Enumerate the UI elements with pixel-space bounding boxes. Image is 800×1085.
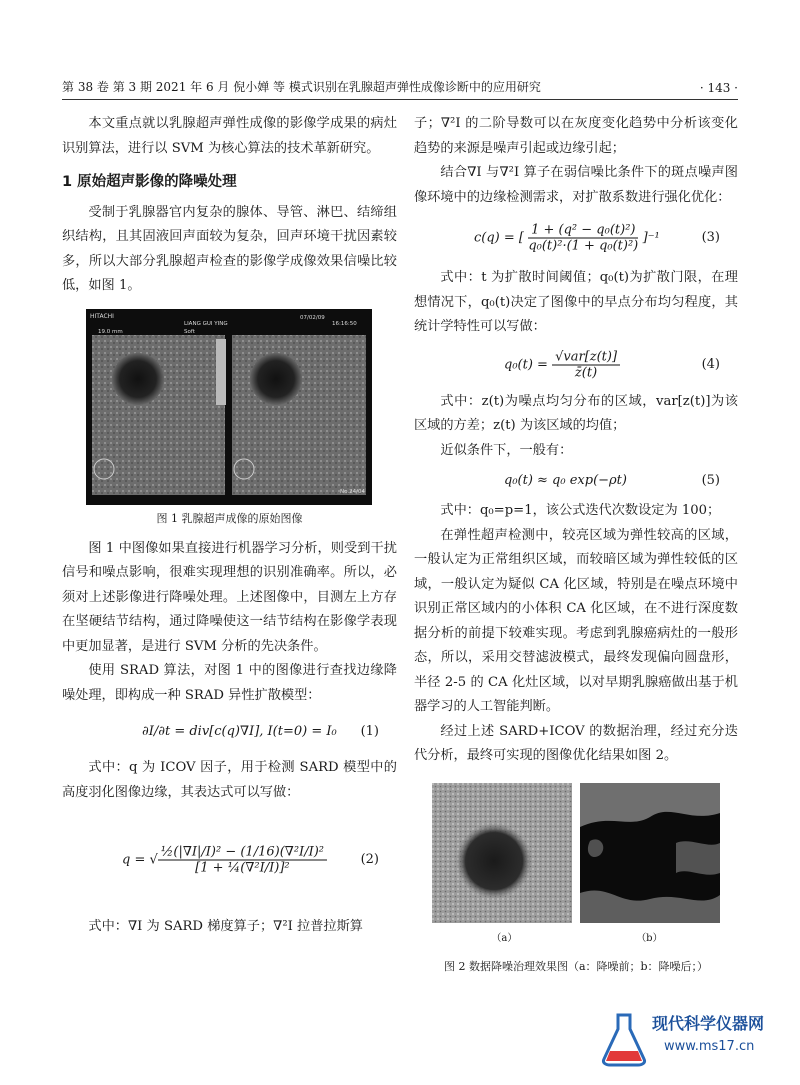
site-watermark [600,1005,780,1071]
paragraph: 子；∇²I 的二阶导数可以在灰度变化趋势中分析该变化趋势的来源是噪声引起或边缘引起； [414,116,738,156]
ultrasound-figure [86,309,372,505]
intro-paragraph: 本文重点就以乳腺超声弹性成像的影像学成果的病灶识别算法，进行以 SVM 为核心算法的技术革新研究。 [62,116,397,156]
scan-date: 07/02/09 [300,314,325,321]
paragraph: 结合∇I 与∇²I 算子在弱信噪比条件下的斑点噪声图像环境中的边缘检测需求，对扩散系数进行强化优化： [414,165,738,205]
denoise-figure [432,783,738,923]
paragraph: 式中：z(t)为噪点均匀分布的区域，var[z(t)]为该区域的方差；z(t) 为该区域的均值； [414,393,738,433]
equation-3-number: (3) [701,229,720,245]
page-number: · 143 · [699,81,738,95]
paragraph: 图 1 中图像如果直接进行机器学习分析，则受到干扰信号和噪点影响，很难实现理想的识别准确率。所以，必须对上述影像进行降噪处理。上述图像中，目测左上方存在坚硬结节结构，通过降噪使这一结节结构在影像学表现中更加显著，是进行 SVM 分析的先决条件。 [62,540,397,654]
equation-4-number: (4) [701,356,720,372]
scan-time: 16:16:50 [332,320,357,327]
right-column [414,112,738,985]
equation-1-body: ∂I/∂t = div[c(q)∇I], I(t=0) = I₀ [142,723,337,739]
equation-3-body: c(q) = [ $\frac{\text{1 + (q² − q₀(t)²)}}{\text{q₀(t)²·(1 + q₀(t)²)}}$ ]⁻¹ [474,222,660,254]
figure2-caption: 图 2 数据降噪治理效果图（a：降噪前；b：降噪后；） [443,960,709,973]
equation-5-body: q₀(t) ≈ q₀ exp(−ρt) [504,472,627,488]
depth-readout: 19.0 mm [98,328,123,335]
sublabel-b: （b） [636,932,663,944]
paragraph: 在弹性超声检测中，较亮区域为弹性较高的区域，一般认定为正常组织区域，而较暗区域为弹性较低的区域，一般认定为疑似 CA 化区域，特别是在噪点环境中识别正常区域内的小体积 CA 化区域，在不进行深度数据分析的前提下较难实现。考虑到乳腺癌病灶的一般形态，所以，采用交替滤波模式，最终发现偏向圆盘形，半径 2-5 的 CA 化灶区域，以对早期乳腺癌做出基于机器学习的人工智能判断。 [414,527,738,714]
paragraph: 受制于乳腺器官内复杂的腺体、导管、淋巴、结缔组织结构，且其固液回声面较为复杂，回声环境干扰因素较多，所以大部分乳腺超声检查的影像学成像效果信噪比较低，如图 1。 [62,204,397,293]
equation-4-body: q₀(t) = $\frac{\text{√var[z(t)]}}{z̄(t)}$ [504,349,620,380]
paragraph: 使用 SRAD 算法，对图 1 中的图像进行查找边缘降噪处理，即构成一种 SRAD 异性扩散模型： [62,663,397,703]
equation-4 [414,340,738,390]
paragraph: 近似条件下，一般有： [440,442,573,458]
equation-5 [414,463,738,499]
watermark-url: www.ms17.cn [664,1039,755,1054]
patient-name: LIANG GUI YING [184,320,228,327]
left-column [62,112,397,940]
section-title: 1 原始超声影像的降噪处理 [62,174,237,190]
before-denoise-image [432,783,572,923]
equation-2-body: q = √ $\frac{\text{½(|∇I|/I)² − (1/16)(∇²I/I)²}}{\text{[1 + ¼(∇²I/I)]²}}$ [122,845,327,876]
after-denoise-image [580,783,720,923]
watermark-title: 现代科学仪器网 [652,1014,765,1033]
figure1-caption: 图 1 乳腺超声成像的原始图像 [156,511,303,525]
equation-1-number: (1) [360,723,379,739]
running-header [62,78,738,100]
figure2-sublabels [432,927,722,952]
equation-2 [62,805,397,915]
mode-readout: Soft [184,328,195,335]
equation-5-number: (5) [701,472,720,488]
paragraph: 式中：∇I 为 SARD 梯度算子；∇²I 拉普拉斯算 [88,919,363,934]
equation-1 [62,708,397,756]
scanner-brand: HITACHI [90,312,114,320]
flask-logo-icon [600,1011,648,1067]
ultrasound-image [86,309,372,505]
equation-2-number: (2) [360,851,379,867]
paragraph: 式中：t 为扩散时间阈值；q₀(t)为扩散门限，在理想情况下，q₀(t)决定了图像中的早点分布均匀程度，其统计学特性可以写做： [414,270,738,334]
equation-3 [414,210,738,266]
paragraph: 式中：q 为 ICOV 因子，用于检测 SARD 模型中的高度羽化图像边缘，其表达式可以写做： [62,760,397,800]
paragraph: 式中：q₀=p=1，该公式迭代次数设定为 100； [440,503,721,518]
image-number: No.24/04 [340,488,365,495]
paragraph: 经过上述 SARD+ICOV 的数据治理，经过充分迭代分析，最终可实现的图像优化结果如图 2。 [414,723,738,763]
header-left: 第 38 卷 第 3 期 2021 年 6 月 倪小婵 等 模式识别在乳腺超声弹性成像诊断中的应用研究 [62,80,541,94]
sublabel-a: （a） [491,932,518,944]
